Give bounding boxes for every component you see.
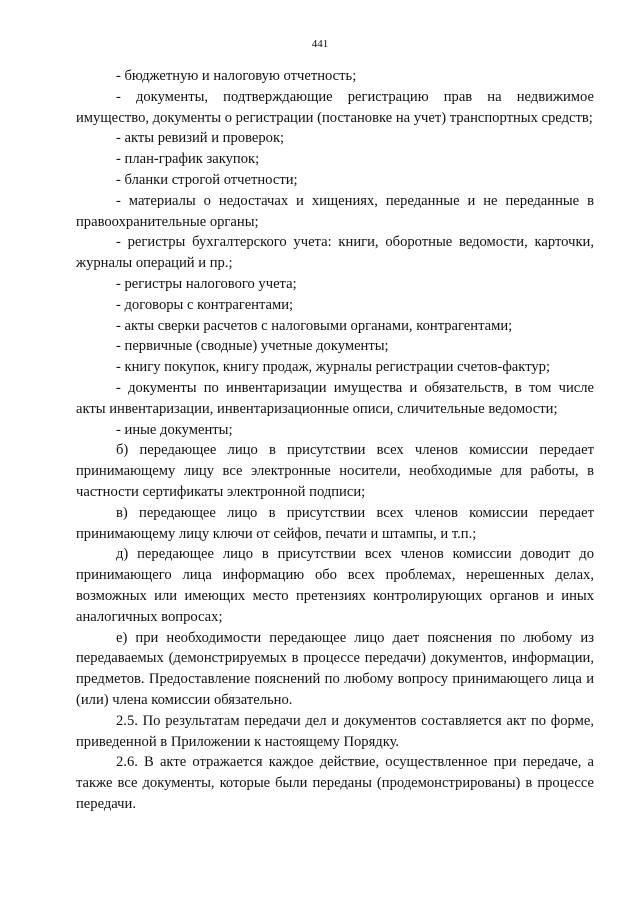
list-item-inventory-documents: - документы по инвентаризации имущества и обязательств, в том числе акты инвентаризации, инвентаризационные описи, сличительные ведомости; — [76, 379, 594, 417]
list-item-procurement-schedule: - план-график закупок; — [116, 151, 260, 168]
list-item-budget-tax-reporting: - бюджетную и налоговую отчетность; — [116, 68, 357, 84]
clause-v-keys-and-seals: в) передающее лицо в присутствии всех членов комиссии передает принимающему лицу ключи от сейфов, печати и штампы, и т.п.; — [76, 504, 594, 542]
list-item-shortage-materials: - материалы о недостачах и хищениях, переданные и не переданные в правоохранительные органы; — [76, 192, 594, 230]
list-item-other-documents: - иные документы; — [116, 421, 233, 438]
section-2-6-act-contents: 2.6. В акте отражается каждое действие, осуществленное при передаче, а также все документы, которые были переданы (продемонстрированы) в процессе передачи. — [76, 754, 594, 812]
clause-b-electronic-media: б) передающее лицо в присутствии всех членов комиссии передает принимающему лицу все электронные носители, необходимые для работы, в частности сертификаты электронной подписи; — [76, 442, 594, 500]
list-item-strict-reporting-forms: - бланки строгой отчетности; — [116, 171, 298, 188]
list-item-contracts: - договоры с контрагентами; — [116, 296, 294, 313]
list-item-purchase-sales-books: - книгу покупок, книгу продаж, журналы регистрации счетов-фактур; — [116, 359, 551, 376]
clause-d-problems-information: д) передающее лицо в присутствии всех членов комиссии доводит до принимающего лица информацию обо всех проблемах, нерешенных делах, возможных или имеющих место претензиях контролирующих органов и иных аналогичных вопросах; — [76, 546, 594, 625]
list-item-tax-registers: - регистры налогового учета; — [116, 275, 297, 292]
page-number: 441 — [311, 38, 329, 50]
document-body — [76, 66, 594, 815]
list-item-primary-documents: - первичные (сводные) учетные документы; — [116, 338, 389, 355]
list-item-reconciliation-acts: - акты сверки расчетов с налоговыми органами, контрагентами; — [116, 317, 513, 334]
clause-e-explanations: е) при необходимости передающее лицо дает пояснения по любому из передаваемых (демонстрируемых в процессе передачи) документов, информации, предметов. Предоставление пояснений по любому вопросу принимающего лица и (или) члена комиссии обязательно. — [76, 629, 594, 708]
list-item-property-registration-documents: - документы, подтверждающие регистрацию прав на недвижимое имущество, документы о регистрации (постановке на учет) транспортных средств; — [76, 88, 594, 126]
section-2-5-transfer-act: 2.5. По результатам передачи дел и документов составляется акт по форме, приведенной в Приложении к настоящему Порядку. — [76, 712, 594, 750]
list-item-accounting-registers: - регистры бухгалтерского учета: книги, оборотные ведомости, карточки, журналы операций и пр.; — [76, 234, 594, 272]
list-item-audit-acts: - акты ревизий и проверок; — [116, 130, 285, 147]
